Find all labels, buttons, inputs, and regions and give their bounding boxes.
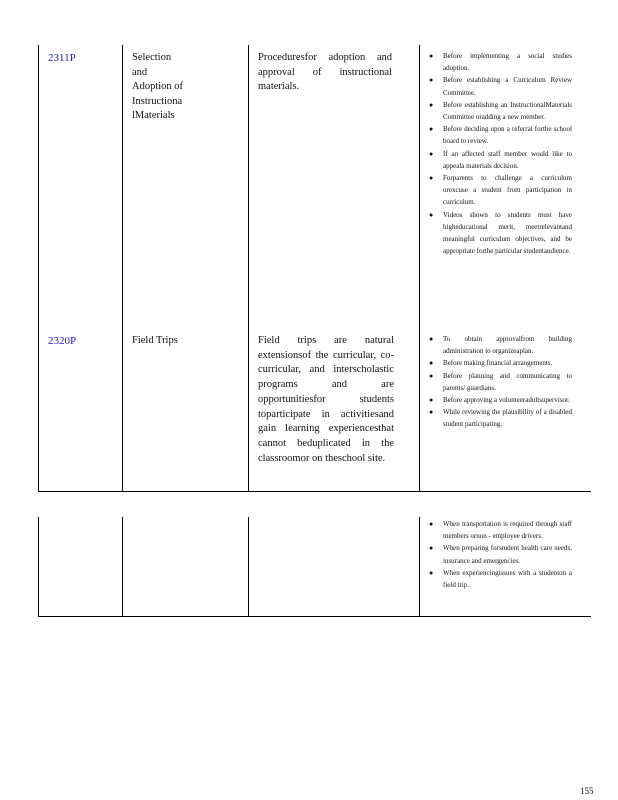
column-divider (122, 517, 123, 617)
list-item: ● While reviewing the plausibility of a disabled student participating. (429, 406, 572, 430)
policy-title: Selection and Adoption of Instructiona lMaterials (132, 52, 184, 121)
list-item: ● Before establishing a Curriculum Review Committee. (429, 74, 572, 98)
list-item: ● Before making financial arrangements. (429, 357, 572, 369)
policy-table (38, 45, 591, 492)
list-item: ● To obtain approvalfrom building administration to organizeaplan. (429, 333, 572, 357)
policy-description: Field trips are natural extensionsof the curricular, co-curricular, and interscholastic programs and are opportunitiesfor students toparticipate in activitiesand gain learning experiencesthat cannot beduplicated in the classroomor on theschool site. (258, 335, 394, 464)
list-item: ● Videos shown to students must have higheducational merit, meetrelevantand meaningful curriculum objectives, and be appropriate forthe particular studentaudience. (429, 209, 572, 258)
bullet-list (429, 518, 572, 591)
column-divider (122, 45, 123, 492)
list-item: ● Before establishing an InstructionalMaterials Committee oradding a new member. (429, 99, 572, 123)
list-item: ● When experiencingissues with a studenton a field trip. (429, 567, 572, 591)
table-bottom-border (38, 491, 591, 492)
list-item: ● Before deciding upon a referral forthe school board to review. (429, 123, 572, 147)
list-item: ● Forparents to challenge a curriculum orexcuse a student from participation in curriculum. (429, 172, 572, 209)
column-divider (419, 517, 420, 617)
policy-code: 2311P (48, 52, 76, 64)
column-divider (38, 45, 39, 492)
bullet-list (429, 333, 572, 431)
policy-title: Field Trips (132, 335, 178, 346)
list-item: ● When transportation is required through staff members ornon - employee drivers. (429, 518, 572, 542)
column-divider (248, 45, 249, 492)
list-item: ● Before planning and communicating to parents/ guardians. (429, 370, 572, 394)
policy-table-continued (38, 517, 591, 617)
column-divider (419, 45, 420, 492)
list-item: ● When preparing forstudent health care needs, insurance and emergencies. (429, 542, 572, 566)
list-item: ● Before implementing a social studies adoption. (429, 50, 572, 74)
bullet-list (429, 50, 572, 257)
page-number: 155 (580, 786, 594, 796)
list-item: ● If an affected staff member would like to appeala materials decision. (429, 148, 572, 172)
list-item: ● Before approving a volunteeradultsupervisor. (429, 394, 572, 406)
policy-description: Proceduresfor adoption and approval of instructional materials. (258, 52, 392, 93)
column-divider (248, 517, 249, 617)
column-divider (38, 517, 39, 617)
policy-code: 2320P (48, 335, 77, 347)
table-bottom-border (38, 616, 591, 617)
